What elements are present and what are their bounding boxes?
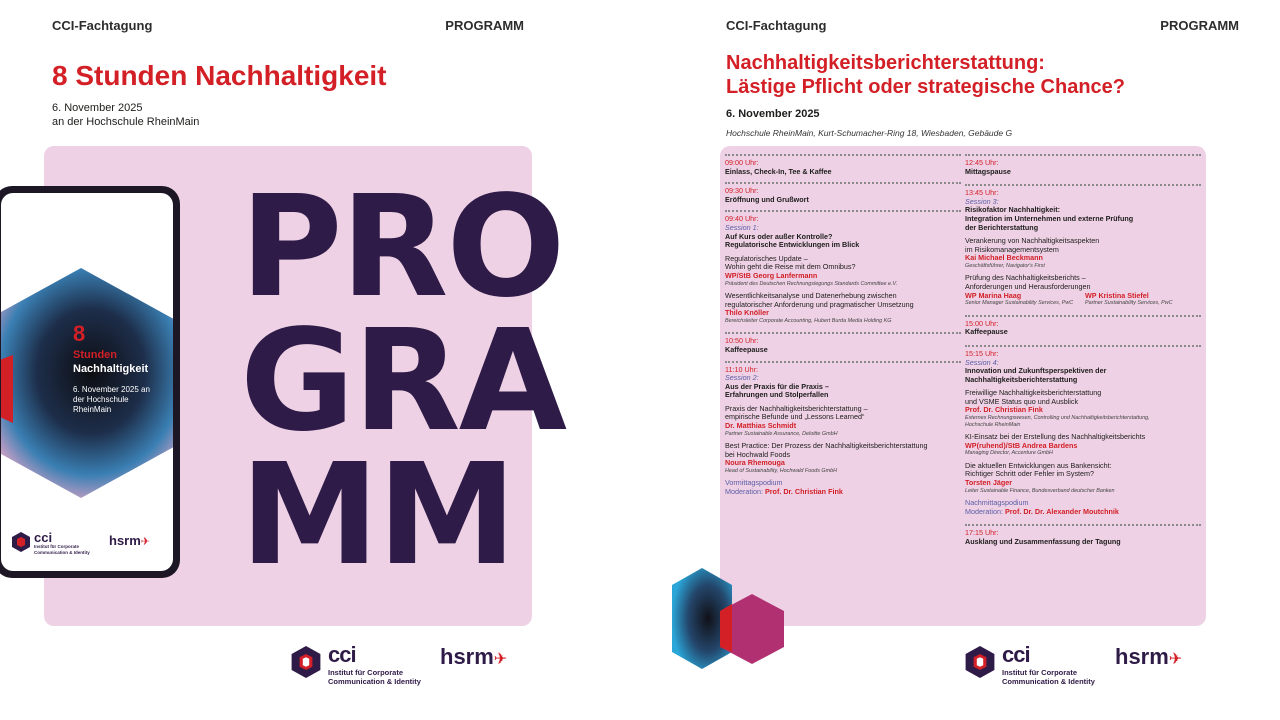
session-title: Erfahrungen und Stolperfallen [725, 390, 829, 400]
schedule-block [725, 361, 961, 497]
talk-title: Die aktuellen Entwicklungen aus Bankensicht: [965, 460, 1112, 470]
podium-label: Nachmittagspodium [965, 498, 1029, 508]
details-title-line1: Nachhaltigkeitsberichterstattung: [726, 52, 1045, 74]
schedule-block [965, 154, 1201, 176]
cci-logo-icon [290, 644, 322, 680]
talk [965, 389, 1201, 428]
talk-title: Prüfung des Nachhaltigkeitsberichts – [965, 273, 1086, 283]
session-title: der Berichterstattung [965, 222, 1039, 232]
session-title: Risikofaktor Nachhaltigkeit: [965, 205, 1061, 215]
talk-title: Freiwillige Nachhaltigkeitsberichterstattung [965, 388, 1102, 398]
talk [965, 237, 1201, 269]
phone-mockup [0, 186, 180, 578]
speaker-role: Leiter Sustainable Finance, Bundesverband deutscher Banken [965, 487, 1115, 494]
speaker: Prof. Dr. Christian Fink [965, 405, 1043, 415]
speaker-pair [965, 292, 1201, 307]
speaker-role: Partner Sustainability Services, PwC [1085, 300, 1173, 307]
cover-date-line1: 6. November 2025 [52, 102, 143, 114]
time: 17:15 Uhr: [965, 528, 999, 538]
big-word-pro: PRO [240, 166, 564, 329]
hexagon-graphic [672, 568, 792, 674]
talk [725, 442, 961, 474]
cci-sub2: Communication & Identity [1002, 677, 1095, 686]
program-details-page [640, 0, 1280, 720]
session-label: Session 1: [725, 222, 759, 232]
speaker-role: Präsident des Deutschen Rechnungslegungs Standards Committee e.V. [725, 280, 898, 287]
phone-cci-logo [11, 531, 90, 555]
big-word-gra: GRA [240, 300, 566, 463]
hsrm-logo [1115, 644, 1182, 670]
talk-title: Wohin geht die Reise mit dem Omnibus? [725, 262, 856, 272]
podium-label: Vormittagspodium [725, 478, 783, 488]
phone-hsrm-word: hsrm [109, 533, 141, 548]
hsrm-arrow-icon: ✈ [140, 536, 151, 548]
phone-number: 8 [73, 321, 86, 346]
session-label: Session 2: [725, 373, 759, 383]
speaker-role: Geschäftsführer, Navigator's First [965, 262, 1045, 269]
time: 13:45 Uhr: [965, 188, 999, 198]
phone-cci-word: cci [34, 530, 53, 545]
session-title: Regulatorische Entwicklungen im Blick [725, 240, 860, 250]
item-title: Eröffnung und Grußwort [725, 194, 809, 204]
phone-info: 6. November 2025 an der Hochschule RheinMain [73, 385, 150, 414]
talk-title: bei Hochwald Foods [725, 449, 791, 459]
cci-word: cci [1002, 642, 1030, 667]
talk [725, 292, 961, 324]
session-label: Session 3: [965, 196, 999, 206]
speaker: WP Marina Haag [965, 290, 1022, 300]
speaker: Thilo Knöller [725, 308, 769, 318]
moderator: Prof. Dr. Dr. Alexander Moutchnik [1004, 506, 1119, 516]
speaker-role: Head of Sustainability, Hochwald Foods GmbH [725, 467, 837, 474]
talk [965, 462, 1201, 494]
cover-date-line2: an der Hochschule RheinMain [52, 116, 200, 128]
hexagon-graphic [1, 263, 173, 503]
talk-title: Best Practice: Der Prozess der Nachhaltigkeitsberichterstattung [725, 441, 928, 451]
speaker: WP/StB Georg Lanfermann [725, 270, 818, 280]
speaker: Noura Rhemouga [725, 458, 785, 468]
moderation-label: Moderation: [965, 506, 1003, 516]
hsrm-word: hsrm [440, 644, 494, 669]
hsrm-arrow-icon: ✈ [493, 651, 508, 668]
cci-sub2: Communication & Identity [328, 677, 421, 686]
phone-cci-sub2: Communication & Identity [34, 549, 90, 555]
item-title: Einlass, Check-In, Tee & Kaffee [725, 166, 832, 176]
time: 09:30 Uhr: [725, 186, 759, 196]
talk [725, 255, 961, 287]
podium [725, 479, 961, 496]
podium [965, 499, 1201, 516]
time: 12:45 Uhr: [965, 158, 999, 167]
speaker: Torsten Jäger [965, 477, 1012, 487]
item-title: Kaffeepause [725, 344, 768, 354]
cci-logo-icon [11, 531, 31, 553]
time: 15:00 Uhr: [965, 318, 999, 328]
talk-title: Praxis der Nachhaltigkeitsberichterstattung – [725, 403, 868, 413]
schedule-block [965, 184, 1201, 307]
session-title: Aus der Praxis für die Praxis – [725, 381, 829, 391]
schedule-block [725, 332, 961, 354]
time: 10:50 Uhr: [725, 336, 759, 346]
session-title: Integration im Unternehmen und externe Prüfung [965, 213, 1134, 223]
speaker-role: Hochschule RheinMain [965, 421, 1021, 428]
speaker: WP(ruhend)/StB Andrea Bardens [965, 440, 1078, 450]
event-label: CCI-Fachtagung [726, 18, 827, 33]
event-label: CCI-Fachtagung [52, 18, 153, 33]
schedule-block [965, 315, 1201, 337]
schedule-block [725, 154, 961, 176]
talk-title: Richtiger Schritt oder Fehler im System? [965, 469, 1095, 479]
cci-logo [290, 644, 421, 686]
cover-date [52, 101, 199, 129]
speaker-role: Externes Rechnungswesen, Controlling und Nachhaltigkeitsberichterstattung, [965, 415, 1150, 422]
schedule-block [965, 345, 1201, 516]
hsrm-word: hsrm [1115, 644, 1169, 669]
schedule-block [725, 182, 961, 204]
talk [965, 433, 1201, 457]
cci-logo [964, 644, 1095, 686]
speaker: Dr. Matthias Schmidt [725, 421, 797, 431]
moderator: Prof. Dr. Christian Fink [764, 487, 843, 497]
speaker: Kai Michael Beckmann [965, 253, 1043, 263]
phone-nachhaltigkeit: Nachhaltigkeit [73, 363, 149, 375]
hsrm-arrow-icon: ✈ [1168, 651, 1183, 668]
talk-title: Wesentlichkeitsanalyse und Datenerhebung zwischen [725, 291, 897, 301]
talk-title: KI-Einsatz bei der Erstellung des Nachhaltigkeitsberichts [965, 432, 1146, 442]
session-label: Session 4: [965, 357, 999, 367]
moderation-label: Moderation: [725, 487, 763, 497]
speaker-role: Senior Manager Sustainability Services, PwC [965, 300, 1074, 307]
cci-word: cci [328, 642, 356, 667]
talk-title: Anforderungen und Herausforderungen [965, 282, 1091, 292]
cover-title: 8 Stunden Nachhaltigkeit [52, 60, 387, 91]
schedule-column-afternoon [965, 154, 1201, 552]
details-location: Hochschule RheinMain, Kurt-Schumacher-Ring 18, Wiesbaden, Gebäude G [726, 128, 1013, 138]
time: 15:15 Uhr: [965, 348, 999, 358]
cci-sub1: Institut für Corporate [328, 668, 403, 677]
speaker: WP Kristina Stiefel [1085, 290, 1149, 300]
big-word-mm: MM [240, 434, 515, 597]
session-title: Auf Kurs oder außer Kontrolle? [725, 231, 833, 241]
talk-title: empirische Befunde und „Lessons Learned“ [725, 412, 865, 422]
session-title: Nachhaltigkeitsberichterstattung [965, 374, 1078, 384]
program-label: PROGRAMM [1160, 18, 1239, 33]
schedule-block [725, 210, 961, 324]
phone-stunden: Stunden [73, 349, 117, 361]
session-title: Innovation und Zukunftsperspektiven der [965, 366, 1107, 376]
speaker-role: Bereichsleiter Corporate Accounting, Hubert Burda Media Holding KG [725, 317, 892, 324]
program-label: PROGRAMM [445, 18, 524, 33]
time: 09:00 Uhr: [725, 158, 759, 167]
hsrm-logo [440, 644, 507, 670]
item-title: Mittagspause [965, 166, 1011, 176]
speaker-role: Partner Sustainable Assurance, Deloitte GmbH [725, 430, 838, 437]
talk-title: Verankerung von Nachhaltigkeitsaspekten [965, 236, 1100, 246]
schedule-column-morning [725, 154, 961, 503]
talk-title: Regulatorisches Update – [725, 253, 808, 263]
details-title-line2: Lästige Pflicht oder strategische Chance? [726, 76, 1125, 98]
phone-cci-sub1: Institut für Corporate [34, 544, 79, 549]
talk-title: regulatorischer Anforderung und pragmatischer Umsetzung [725, 299, 914, 309]
schedule-block [965, 524, 1201, 546]
talk [965, 274, 1201, 306]
item-title: Kaffeepause [965, 327, 1008, 337]
details-date: 6. November 2025 [726, 108, 820, 120]
speaker-role: Managing Director, Accenture GmbH [965, 450, 1053, 457]
phone-hsrm-logo [109, 533, 150, 548]
time: 09:40 Uhr: [725, 214, 759, 224]
cci-sub1: Institut für Corporate [1002, 668, 1077, 677]
talk [725, 405, 961, 437]
talk-title: im Risikomanagementsystem [965, 244, 1059, 254]
details-title [726, 51, 1125, 99]
talk-title: und VSME Status quo und Ausblick [965, 396, 1079, 406]
item-title: Ausklang und Zusammenfassung der Tagung [965, 536, 1121, 546]
time: 11:10 Uhr: [725, 364, 759, 374]
cci-logo-icon [964, 644, 996, 680]
phone-screen [1, 193, 173, 571]
